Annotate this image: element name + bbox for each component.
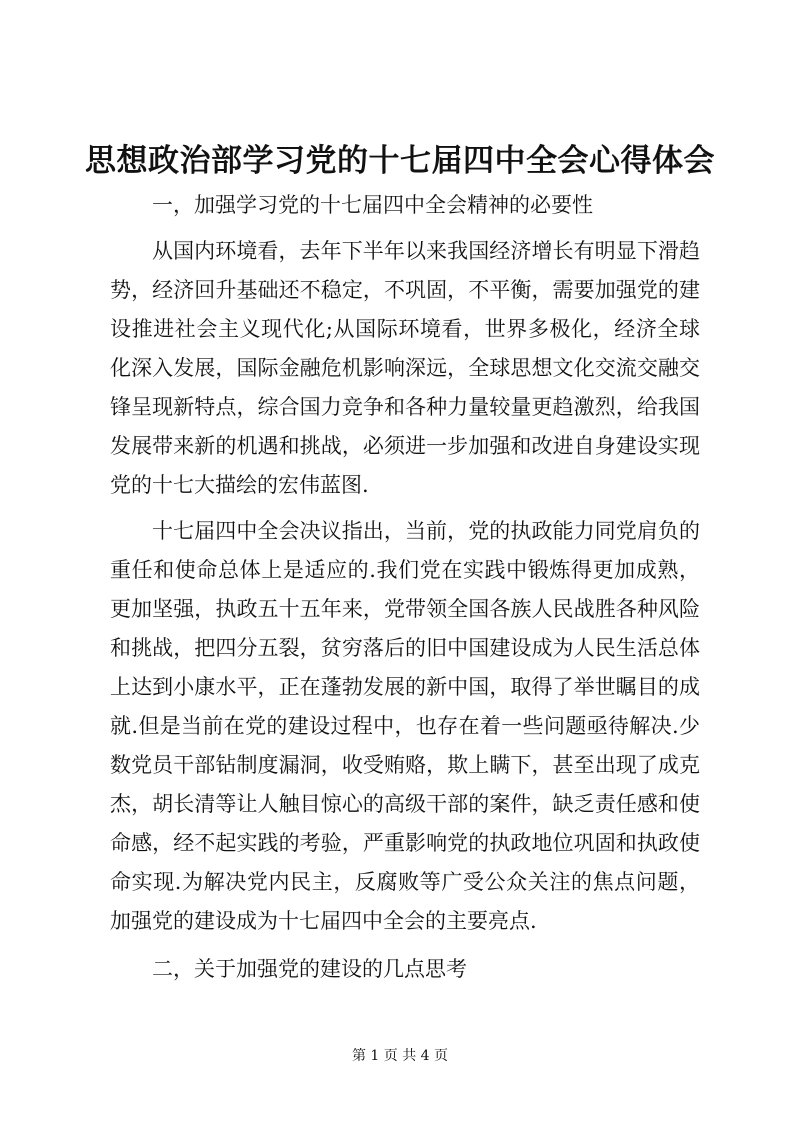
document-body [110,186,700,989]
section-heading-2: 二，关于加强党的建设的几点思考 [152,957,467,981]
body-paragraph-1: 从国内环境看，去年下半年以来我国经济增长有明显下滑趋势，经济回升基础还不稳定，不巩固，不平衡，需要加强党的建设推进社会主义现代化;从国际环境看，世界多极化，经济全球化深入发展，国际金融危机影响深远，全球思想文化交流交融交锋呈现新特点，综合国力竞争和各种力量较量更趋激烈，给我国发展带来新的机遇和挑战，必须进一步加强和改进自身建设实现党的十七大描绘的宏伟蓝图. [110,239,700,497]
document-title: 思想政治部学习党的十七届四中全会心得体会 [85,143,715,179]
body-paragraph-2: 十七届四中全会决议指出，当前，党的执政能力同党肩负的重任和使命总体上是适应的.我们党在实践中锻炼得更加成熟，更加坚强，执政五十五年来，党带领全国各族人民战胜各种风险和挑战，把四分五裂，贫穷落后的旧中国建设成为人民生活总体上达到小康水平，正在蓬勃发展的新中国，取得了举世瞩目的成就.但是当前在党的建设过程中，也存在着一些问题亟待解决.少数党员干部钻制度漏洞，收受贿赂，欺上瞒下，甚至出现了成克杰，胡长清等让人触目惊心的高级干部的案件，缺乏责任感和使命感，经不起实践的考验，严重影响党的执政地位巩固和执政使命实现.为解决党内民主，反腐败等广受公众关注的焦点问题，加强党的建设成为十七届四中全会的主要亮点. [110,519,700,933]
section-heading-1: 一，加强学习党的十七届四中全会精神的必要性 [152,193,593,217]
page-number-footer: 第 1 页 共 4 页 [351,1048,449,1064]
